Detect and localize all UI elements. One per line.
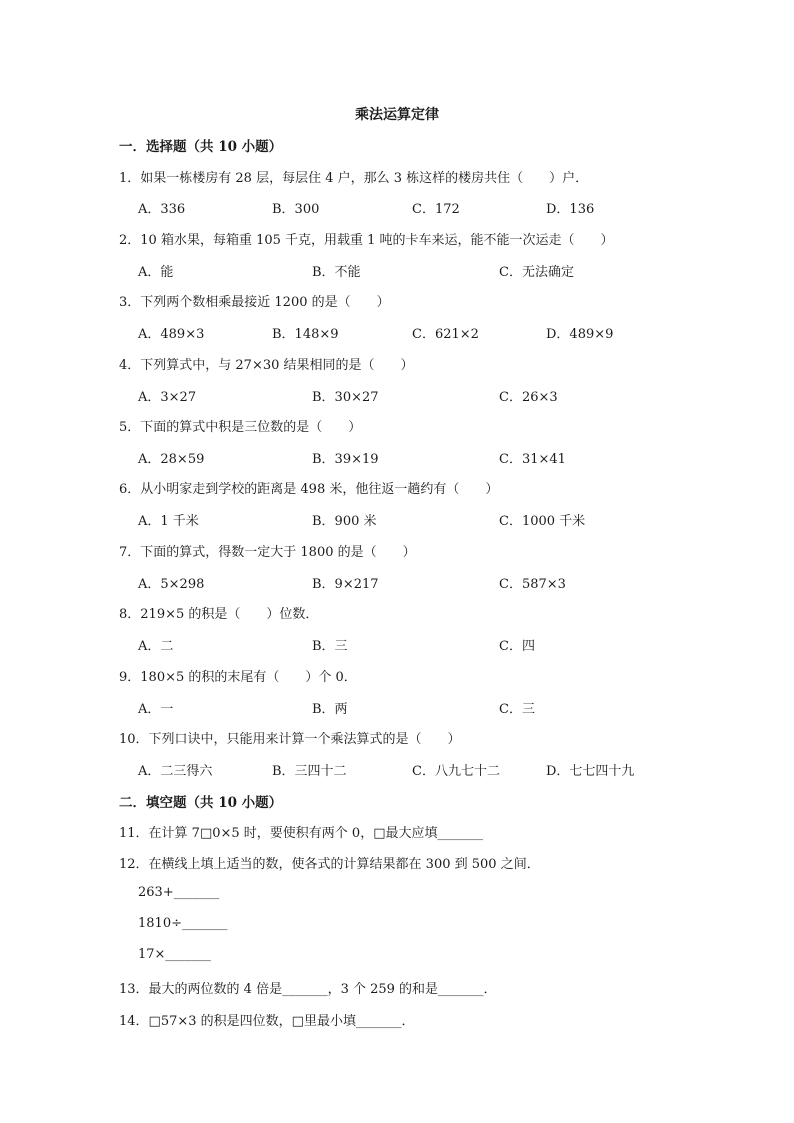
question-6: 6．从小明家走到学校的距离是 498 米，他往返一趟约有（ ） [119, 482, 499, 497]
page-title: 乘法运算定律 [355, 107, 439, 123]
question-11: 11．在计算 7□0×5 时，要使积有两个 0，□最大应填_______ [119, 826, 483, 841]
question-2: 2．10 箱水果，每箱重 105 千克，用载重 1 吨的卡车来运，能不能一次运走（ ） [119, 233, 614, 248]
q2-option-c[interactable]: C．无法确定 [499, 265, 574, 280]
question-14: 14．□57×3 的积是四位数，□里最小填_______． [119, 1014, 415, 1029]
q10-option-b[interactable]: B．三四十二 [272, 764, 347, 779]
section-fill-heading: 二．填空题（共 10 小题） [119, 795, 283, 811]
q9-option-c[interactable]: C．三 [499, 702, 535, 717]
question-9: 9．180×5 的积的末尾有（ ）个 0． [119, 670, 357, 685]
q9-option-b[interactable]: B．两 [312, 702, 348, 717]
q1-option-c[interactable]: C．172 [412, 202, 460, 217]
q1-option-d[interactable]: D．136 [546, 202, 595, 217]
question-1: 1．如果一栋楼房有 28 层，每层住 4 户，那么 3 栋这样的楼房共住（ ）户． [119, 171, 589, 186]
section-choice-heading: 一．选择题（共 10 小题） [119, 139, 283, 155]
q12-blank-2[interactable]: 1810÷_______ [138, 916, 228, 931]
question-8: 8．219×5 的积是（ ）位数． [119, 607, 319, 622]
question-3: 3．下列两个数相乘最接近 1200 的是（ ） [119, 295, 390, 310]
q3-option-c[interactable]: C．621×2 [412, 327, 479, 342]
q8-option-a[interactable]: A．二 [138, 639, 174, 654]
question-7: 7．下面的算式，得数一定大于 1800 的是（ ） [119, 545, 416, 560]
q7-option-c[interactable]: C．587×3 [499, 577, 566, 592]
q2-option-b[interactable]: B．不能 [312, 265, 361, 280]
q4-option-a[interactable]: A．3×27 [138, 390, 197, 405]
question-4: 4．下列算式中，与 27×30 结果相同的是（ ） [119, 358, 414, 373]
q7-option-a[interactable]: A．5×298 [138, 577, 205, 592]
q5-option-a[interactable]: A．28×59 [138, 452, 205, 467]
q10-option-d[interactable]: D．七七四十九 [546, 764, 635, 779]
q10-option-c[interactable]: C．八九七十二 [412, 764, 500, 779]
q6-option-a[interactable]: A．1 千米 [138, 514, 199, 529]
q4-option-c[interactable]: C．26×3 [499, 390, 558, 405]
q1-option-b[interactable]: B．300 [272, 202, 320, 217]
q7-option-b[interactable]: B．9×217 [312, 577, 379, 592]
question-10: 10．下列口诀中，只能用来计算一个乘法算式的是（ ） [119, 732, 461, 747]
q3-option-a[interactable]: A．489×3 [138, 327, 205, 342]
q3-option-b[interactable]: B．148×9 [272, 327, 339, 342]
q12-blank-1[interactable]: 263+_______ [138, 885, 220, 900]
q8-option-b[interactable]: B．三 [312, 639, 348, 654]
q5-option-c[interactable]: C．31×41 [499, 452, 566, 467]
q12-blank-3[interactable]: 17×_______ [138, 947, 211, 962]
q3-option-d[interactable]: D．489×9 [546, 327, 614, 342]
q5-option-b[interactable]: B．39×19 [312, 452, 379, 467]
q1-option-a[interactable]: A．336 [138, 202, 186, 217]
q10-option-a[interactable]: A．二三得六 [138, 764, 213, 779]
q8-option-c[interactable]: C．四 [499, 639, 535, 654]
q6-option-b[interactable]: B．900 米 [312, 514, 377, 529]
question-13: 13．最大的两位数的 4 倍是_______，3 个 259 的和是_______． [119, 982, 497, 997]
q4-option-b[interactable]: B．30×27 [312, 390, 379, 405]
question-12: 12．在横线上填上适当的数，使各式的计算结果都在 300 到 500 之间． [119, 857, 540, 872]
q2-option-a[interactable]: A．能 [138, 265, 174, 280]
question-5: 5．下面的算式中积是三位数的是（ ） [119, 420, 362, 435]
q6-option-c[interactable]: C．1000 千米 [499, 514, 586, 529]
q9-option-a[interactable]: A．一 [138, 702, 174, 717]
